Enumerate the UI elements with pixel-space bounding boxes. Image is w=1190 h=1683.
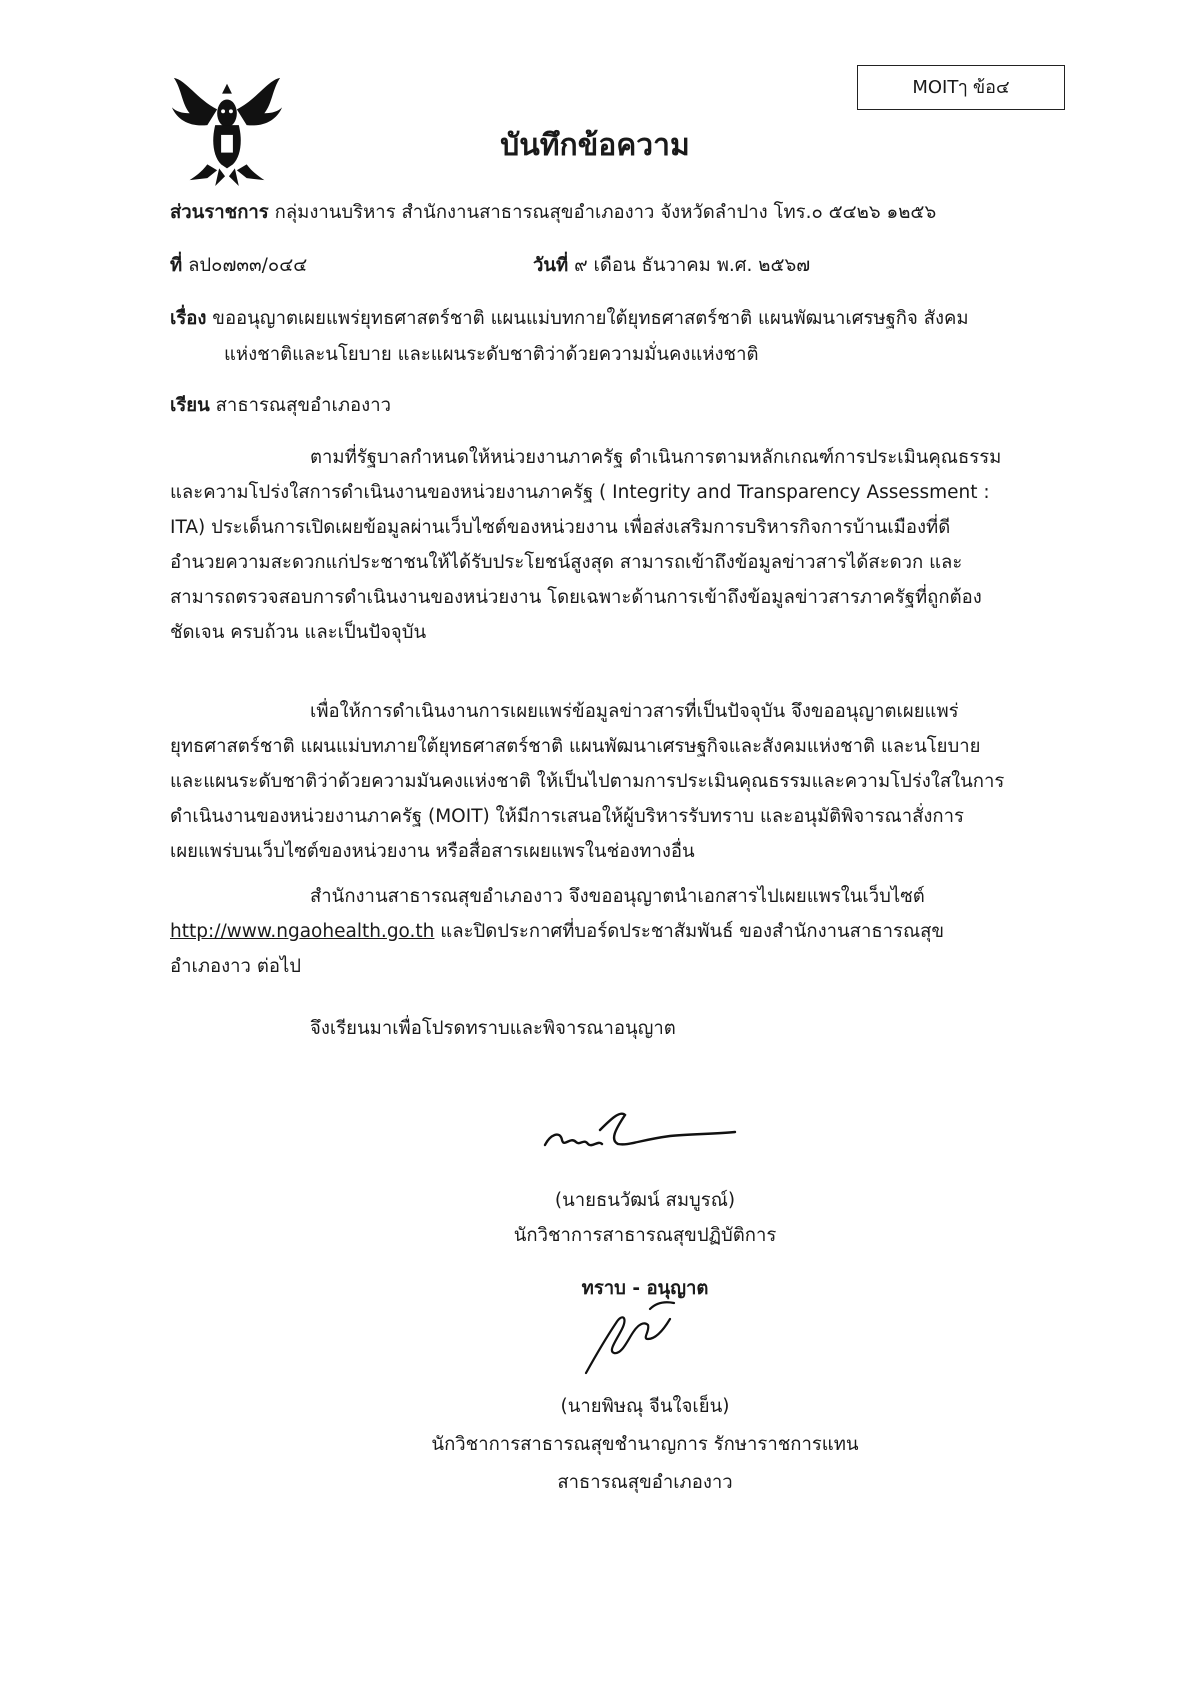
signer-1-position: นักวิชาการสาธารณสุขปฏิบัติการ xyxy=(513,1225,777,1246)
paragraph-1-line: ITA) ประเด็นการเปิดเผยข้อมูลผ่านเว็บไซต์ของหน่วยงาน เพื่อส่งเสริมการบริหารกิจการบ้านเมืองที่ดี xyxy=(170,517,951,538)
salutation-label: เรียน xyxy=(170,395,210,416)
signer-2-position: นักวิชาการสาธารณสุขชำนาญการ รักษาราชการแทน xyxy=(431,1434,859,1455)
signature-1-image xyxy=(540,1100,740,1160)
paragraph-2-line: เผยแพร่บนเว็บไซต์ของหน่วยงาน หรือสื่อสารเผยแพรในช่องทางอื่น xyxy=(170,841,695,862)
agency-value: กลุ่มงานบริหาร สำนักงานสาธารณสุขอำเภองาว จังหวัดลำปาง โทร.๐ ๕๔๒๖ ๑๒๕๖ xyxy=(274,202,937,223)
closing-line: จึงเรียนมาเพื่อโปรดทราบและพิจารณาอนุญาต xyxy=(310,1018,676,1039)
paragraph-3-line: สำนักงานสาธารณสุขอำเภองาว จึงขออนุญาตนำเอกสารไปเผยแพรในเว็บไซต์ xyxy=(310,886,925,907)
signer-2-name: (นายพิษณุ จีนใจเย็น) xyxy=(560,1396,730,1417)
subject-line xyxy=(170,304,969,333)
signer-1-name: (นายธนวัฒน์ สมบูรณ์) xyxy=(554,1190,736,1211)
paragraph-1-line: สามารถตรวจสอบการดำเนินงานของหน่วยงาน โดยเฉพาะด้านการเข้าถึงข้อมูลข่าวสารภาครัฐที่ถูกต้อง xyxy=(170,587,982,608)
subject-label: เรื่อง xyxy=(170,308,207,329)
subject-line-2: แห่งชาติและนโยบาย และแผนระดับชาติว่าด้วยความมั่นคงแห่งชาติ xyxy=(224,344,759,365)
website-link[interactable]: http://www.ngaohealth.go.th xyxy=(170,921,435,942)
agency-line xyxy=(170,198,936,227)
paragraph-2 xyxy=(170,694,1040,869)
subject-line-1: ขออนุญาตเผยแพร่ยุทธศาสตร์ชาติ แผนแม่บทกายใต้ยุทธศาสตร์ชาติ แผนพัฒนาเศรษฐกิจ สังคม xyxy=(212,308,969,329)
salutation-line xyxy=(170,391,391,420)
salutation-value: สาธารณสุขอำเภองาว xyxy=(215,395,391,416)
document-code-box: MOITๅ ข้อ๔ xyxy=(857,65,1065,110)
ref-label: ที่ xyxy=(170,255,183,276)
paragraph-1-line: อำนวยความสะดวกแก่ประชาชนให้ได้รับประโยชน์สูงสุด สามารถเข้าถึงข้อมูลข่าวสารได้สะดวก และ xyxy=(170,552,963,573)
paragraph-3-line-2-rest: และปิดประกาศที่บอร์ดประชาสัมพันธ์ ของสำนักงานสาธารณสุข xyxy=(434,921,945,942)
paragraph-2-line: ดำเนินงานของหน่วยงานภาครัฐ (MOIT) ให้มีการเสนอให้ผู้บริหารรับทราบ และอนุมัติพิจารณาสั่งการ xyxy=(170,806,964,827)
paragraph-1 xyxy=(170,440,1040,650)
date-label: วันที่ xyxy=(533,255,569,276)
signer-2-position-2: สาธารณสุขอำเภองาว xyxy=(557,1472,733,1493)
paragraph-1-line: ชัดเจน ครบถ้วน และเป็นปัจจุบัน xyxy=(170,622,427,643)
paragraph-2-line: ยุทธศาสตร์ชาติ แผนแม่บทภายใต้ยุทธศาสตร์ชาติ แผนพัฒนาเศรษฐกิจและสังคมแห่งชาติ และนโยบาย xyxy=(170,736,981,757)
date-value: ๙ เดือน ธันวาคม พ.ศ. ๒๕๖๗ xyxy=(574,255,811,276)
paragraph-3 xyxy=(170,879,1040,984)
approval-text: ทราบ - อนุญาต xyxy=(581,1278,709,1299)
paragraph-2-line: เพื่อให้การดำเนินงานการเผยแพร่ข้อมูลข่าวสารที่เป็นปัจจุบัน จึงขออนุญาตเผยแพร่ xyxy=(310,701,959,722)
signature-2-image xyxy=(578,1295,688,1380)
agency-label: ส่วนราชการ xyxy=(170,202,269,223)
memo-title: บันทึกข้อความ xyxy=(500,128,690,163)
paragraph-3-line xyxy=(170,914,1040,949)
date-line xyxy=(533,251,810,280)
paragraph-1-line: และความโปร่งใสการดำเนินงานของหน่วยงานภาครัฐ ( Integrity and Transparency Assessment : xyxy=(170,482,990,503)
ref-value: ลป๐๗๓๓/๐๔๔ xyxy=(188,255,308,276)
ref-line xyxy=(170,251,307,280)
paragraph-1-line: ตามที่รัฐบาลกำหนดให้หน่วยงานภาครัฐ ดำเนินการตามหลักเกณฑ์การประเมินคุณธรรม xyxy=(310,447,1002,468)
paragraph-3-line: อำเภองาว ต่อไป xyxy=(170,956,301,977)
paragraph-2-line: และแผนระดับชาติว่าด้วยความมันคงแห่งชาติ ให้เป็นไปตามการประเมินคุณธรรมและความโปร่งใสในการ xyxy=(170,771,1005,792)
